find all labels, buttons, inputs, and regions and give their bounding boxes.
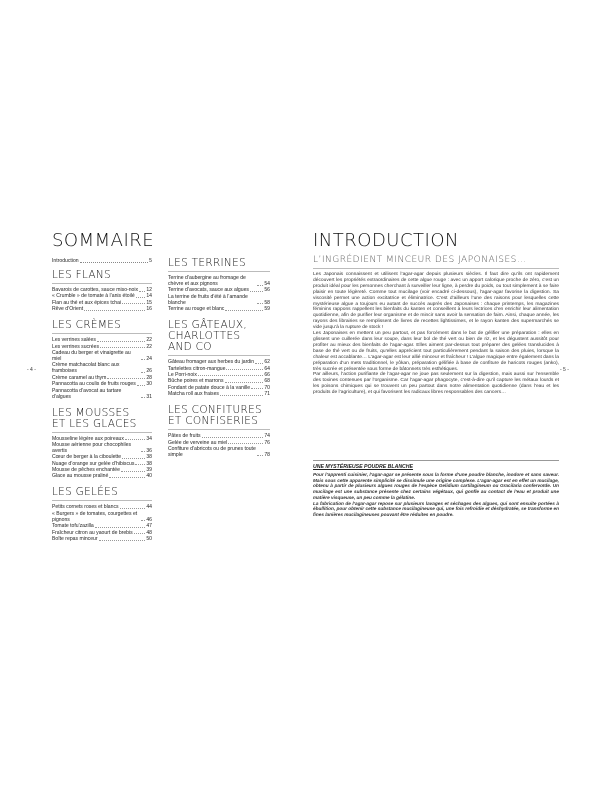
toc-leader-dots [226, 369, 263, 370]
toc-entry-page: 15 [146, 299, 152, 306]
sidebar-box [313, 460, 559, 518]
toc-entry[interactable] [52, 442, 152, 454]
toc-entry-label: « Crumble » de tomate à l’anis étoilé [52, 293, 135, 300]
toc-entry-label: Mousse aérienne pour chocophiles avertis [52, 441, 132, 454]
toc-leader-dots [141, 359, 145, 360]
toc-section-title: LES FLANS [52, 270, 152, 284]
toc-entry-page: 36 [146, 447, 152, 454]
toc-leader-dots [257, 303, 263, 304]
toc-leader-dots [251, 388, 263, 389]
toc-entry-label: Mousse de pêches enchantée [52, 467, 120, 474]
toc-entry[interactable] [168, 306, 270, 312]
toc-entry-label: Glace au mousse praliné [52, 473, 109, 480]
toc-entry[interactable] [52, 504, 152, 510]
toc-entry-label: Les verrines salées [52, 337, 96, 344]
toc-entry-label: Flan au thé et aux épices tchai [52, 299, 122, 306]
toc-sections-left [52, 270, 152, 542]
toc-section [168, 405, 270, 458]
toc-entry-page: 47 [146, 523, 152, 530]
toc-entry-label: Tomate tofu'zazilla [52, 523, 94, 530]
body-paragraph: Par ailleurs, l’action purifiante de l’agar-agar ne joue pas seulement sur la digestion, mais aussi sur l’ensemble des toxines contenues par l’organisme. Car l’agar-agar phagocyte, c’est-à-dire qu’il capture les métaux lourds et les poisons chimiques qui se trouvent un peu partout dans notre alimentation quotidienne (dans l’eau et les produits de l’agriculture), et qui favorisent les radicaux libres responsables des cancers… [313, 372, 559, 396]
introduction-body [313, 272, 559, 396]
toc-leader-dots [202, 437, 264, 438]
introduction-title: INTRODUCTION [313, 230, 459, 251]
toc-entry[interactable] [52, 388, 152, 400]
toc-leader-dots [228, 443, 263, 444]
toc-entry-page: 22 [146, 343, 152, 350]
toc-entry[interactable] [52, 530, 152, 536]
toc-leader-dots [257, 455, 263, 456]
toc-entry-label: Bavarois de carottes, sauce miso-noix [52, 287, 139, 293]
toc-entry-page: 56 [264, 287, 270, 294]
toc-entry-label: Cœur de berger à la ciboulette [52, 454, 122, 461]
toc-leader-dots [225, 382, 264, 383]
toc-leader-dots [95, 527, 146, 528]
toc-leader-dots [225, 310, 263, 311]
toc-entry[interactable] [52, 293, 152, 299]
toc-entry[interactable] [168, 275, 270, 287]
toc-entry-page: 44 [146, 504, 152, 511]
toc-leader-dots [135, 464, 145, 465]
toc-column-right [168, 258, 270, 466]
toc-entry[interactable] [52, 287, 152, 293]
toc-section [52, 270, 152, 312]
toc-entry[interactable] [168, 372, 270, 378]
toc-entry-page: 39 [146, 467, 152, 474]
toc-section [168, 320, 270, 397]
toc-entry[interactable] [52, 337, 152, 343]
toc-leader-dots [122, 458, 145, 459]
toc-leader-dots [141, 372, 145, 373]
toc-entry-page: 66 [264, 371, 270, 378]
toc-entry-label: Rêve d’Orient [52, 306, 84, 313]
toc-entry-page: 30 [146, 381, 152, 388]
toc-leader-dots [255, 363, 263, 364]
body-paragraph: Les Japonais connaissent et utilisent l’agar-agar depuis plusieurs siècles. Il faut dire qu’ils ont rapidement découvert les propriétés extraordinaires de cette algue rouge : avec un apport calorique proche de zéro, c’est un produit idéal pour les personnes cherchant à surveiller leur ligne, à perdre du poids, ou tout simplement à se faire plaisir en toute légèreté. Comme tout mucilage (voir encadré ci-dessous), l’agar-agar favorise la digestion. Sa viscosité permet une action excitatrice et éliminatrice. C’est d’ailleurs l’une des raisons pour lesquelles cette mystérieuse algue a toujours eu autant de succès auprès des Japonaises : chaque printemps, les magazines féminins rappons rappellent les bienfaits du kanten et conseillent à leurs lectrices d’en enrichir leur alimentation quotidienne, afin de purifier leur organisme et de mincir sans avoir la sensation de faim. Ainsi, chaque année, les rayons des librairies se remplissent de livres de recettes lightissimes, et le rayon kanten des supermarchés se vide jusqu’à la rupture de stock ! [313, 272, 559, 331]
toc-entry[interactable] [52, 467, 152, 473]
toc-section-title: LES GELÉES [52, 487, 152, 501]
toc-entry[interactable] [52, 436, 152, 442]
toc-entry-label: La terrine de fruits d’été à l’amande blanche [168, 293, 248, 306]
toc-section-title: LES MOUSSES ET LES GLACES [52, 408, 152, 433]
toc-entry-page: 46 [146, 516, 152, 523]
toc-entry[interactable] [168, 440, 270, 446]
sidebar-paragraph: Pour l’apprenti cuisinier, l’agar-agar se présente sous la forme d’une poudre blanche, inodore et sans saveur. Mais sous cette apparente simplicité se dissimule une origine complexe. L’agar-agar est en effet un mucilage, obtenu à partir de plusieurs algues rouges de l’espèce Gelidium cartilagineum ou Gracilaria confervoïde. Un mucilage est une substance présente chez certains végétaux, qui gonfle au contact de l’eau et produit une matière visqueuse, un peu comme la gélatine. [313, 472, 559, 500]
body-paragraph: Les Japonaises en mettent un peu partout, et pas forcément dans le but de gélifier une préparation : elles en glissent une cuillerée dans leur soupe, dans leur bol de thé vert ou bien de riz, et les dégustent aussitôt pour profiter au mieux des bienfaits de l’agar-agar. Elles aiment par-dessus tout préparer des gelées translucides à base de thé vert ou de fruits, qu’elles apprécient tout particulièrement pendant la saison des pluies, lorsque la chaleur est accablante… L’agar-agar est leur allié minceur et fraîcheur ! L’algue magique entre également dans la préparation d’un mets traditionnel, le yôkan, préparation gélifiée à base de confiture de haricots rouges (anko), très sucrée et présentée sous forme de bâtonnets très esthétiques. [313, 331, 559, 372]
toc-entry-page: 59 [264, 306, 270, 313]
toc-entry[interactable] [52, 461, 152, 467]
toc-leader-dots [136, 297, 146, 298]
toc-entry[interactable] [52, 375, 152, 381]
toc-entry-label: Pâtes de fruits [168, 433, 201, 440]
toc-entry[interactable] [168, 385, 270, 391]
toc-entry-page: 34 [146, 435, 152, 442]
toc-entry[interactable] [52, 362, 152, 374]
toc-leader-dots [121, 471, 145, 472]
toc-section [52, 408, 152, 480]
toc-entry-page: 24 [146, 355, 152, 362]
toc-leader-dots [97, 341, 145, 342]
toc-entry-label: Introduction [52, 258, 79, 264]
toc-entry-label: Crème matchacolat blanc aux framboises [52, 362, 120, 375]
toc-section-title: LES CONFITURES ET CONFISERIES [168, 405, 270, 430]
toc-leader-dots [80, 258, 149, 263]
toc-entry-page: 64 [264, 365, 270, 372]
toc-entry-label: Petits cornets roses et blancs [52, 504, 119, 511]
toc-leader-dots [141, 520, 145, 521]
toc-entry-label: Le Porri-noix [168, 371, 197, 378]
toc-entry-label: Pannacotta au coulis de fruits rouges [52, 381, 136, 388]
toc-entry-label: Fraîcheur citron au yaourt de brebis [52, 529, 133, 536]
toc-entry-page: 26 [146, 368, 152, 375]
toc-entry-page: 50 [146, 536, 152, 543]
toc-entry-label: Gelée de verveine au miel [168, 439, 228, 446]
toc-entry-page: 76 [264, 439, 270, 446]
toc-entry[interactable] [52, 344, 152, 350]
toc-leader-dots [257, 285, 263, 286]
toc-entry[interactable] [52, 350, 152, 362]
toc-entry-page: 48 [146, 529, 152, 536]
toc-leader-dots [137, 385, 146, 386]
toc-entry-label: Terrine au rouge et blanc [168, 306, 225, 313]
toc-entry-label: Fondant de patate douce à la vanille [168, 384, 251, 391]
toc-entry-page: 78 [264, 451, 270, 458]
toc-entry-page: 12 [146, 287, 152, 293]
toc-entry-label: Terrine d’aubergine au fromage de chèvre et aux pignons [168, 275, 246, 287]
toc-entry-page: 38 [146, 460, 152, 467]
toc-entry-label: Matcha roll aux fraises [168, 391, 219, 398]
toc-entry-page: 70 [264, 384, 270, 391]
sidebar-paragraph: La fabrication de l’agar-agar repose sur plusieurs lavages et séchages des algues, qui sont ensuite portées à ébullition, pour obtenir cette substance mucilagineuse qui, une fois refroidie et déshydratée, se transforme en fines lanières mucilagineuses pouvant être réduites en poudre. [313, 500, 559, 517]
toc-entry[interactable] [168, 446, 270, 458]
toc-entry-introduction[interactable] [52, 258, 152, 264]
toc-entry[interactable] [52, 381, 152, 387]
toc-entry[interactable] [52, 454, 152, 460]
toc-entry-page: 62 [264, 359, 270, 366]
toc-entry-label: « Burgers » de tomates, courgettes et pignons [52, 510, 138, 523]
sidebar-body [313, 472, 559, 518]
toc-leader-dots [220, 395, 263, 396]
toc-section [52, 320, 152, 399]
toc-entry[interactable] [52, 306, 152, 312]
toc-leader-dots [120, 508, 146, 509]
toc-entry[interactable] [52, 511, 152, 523]
toc-leader-dots [122, 303, 145, 304]
toc-entry-label: Tartelettes citron-mangue [168, 365, 226, 372]
sidebar-title: UNE MYSTÉRIEUSE POUDRE BLANCHE [313, 464, 414, 470]
toc-entry[interactable] [52, 473, 152, 479]
toc-entry[interactable] [52, 300, 152, 306]
toc-section-title: LES TERRINES [168, 258, 270, 272]
toc-leader-dots [84, 310, 145, 311]
toc-entry-page: 74 [264, 433, 270, 440]
toc-section-title: LES GÂTEAUX, CHARLOTTES AND CO [168, 320, 270, 356]
toc-leader-dots [141, 397, 145, 398]
toc-entry-page: 58 [264, 299, 270, 306]
sommaire-title: SOMMAIRE [52, 230, 155, 251]
toc-section [168, 258, 270, 312]
toc-leader-dots [109, 477, 145, 478]
toc-section-title: LES CRÈMES [52, 320, 152, 334]
page-number-left: - 4 - [27, 367, 36, 373]
toc-entry-label: Crème caramel au thym [52, 374, 107, 381]
toc-entry[interactable] [168, 294, 270, 306]
toc-leader-dots [141, 451, 145, 452]
toc-leader-dots [134, 533, 146, 534]
toc-leader-dots [139, 291, 145, 292]
toc-entry-label: Gâteau fromager aux herbes du jardin [168, 359, 255, 366]
toc-entry-page: 38 [146, 454, 152, 461]
toc-entry-label: Pannacotta d’avocat au tartare d’algues [52, 387, 122, 400]
toc-entry-label: Terrine d’avocats, sauce aux algues [168, 287, 249, 294]
toc-entry-page: 22 [146, 337, 152, 344]
toc-entry-page: 28 [146, 374, 152, 381]
toc-entry[interactable] [168, 391, 270, 397]
toc-entry[interactable] [168, 378, 270, 384]
toc-column-left [52, 258, 152, 550]
toc-entry-label: Les verrines sucrées [52, 343, 99, 350]
toc-entry-page: 5 [149, 258, 152, 264]
toc-entry-label: Bûche poires et marrons [168, 378, 224, 385]
toc-leader-dots [250, 291, 263, 292]
toc-leader-dots [99, 540, 146, 541]
toc-entry-label: Nuage d’orange sur gelée d’hibiscus [52, 460, 135, 467]
toc-entry-page: 68 [264, 378, 270, 385]
toc-entry-label: Cadeau du berger et vinaigrette au miel [52, 349, 131, 362]
toc-leader-dots [107, 378, 145, 379]
toc-entry[interactable] [168, 287, 270, 293]
toc-entry[interactable] [168, 433, 270, 439]
toc-leader-dots [100, 347, 145, 348]
page-number-right: - 5 - [560, 367, 569, 373]
toc-entry-page: 16 [146, 306, 152, 313]
toc-entry-label: Mousseline légère aux poireaux [52, 435, 124, 442]
toc-entry-page: 54 [264, 281, 270, 287]
toc-entry-page: 40 [146, 473, 152, 480]
toc-entry[interactable] [52, 523, 152, 529]
toc-entry-label: Confiture d’abricots ou de prunes toute simple [168, 445, 256, 458]
toc-entry[interactable] [168, 359, 270, 365]
toc-entry-page: 14 [146, 293, 152, 300]
toc-leader-dots [125, 439, 145, 440]
toc-section [52, 487, 152, 542]
toc-leader-dots [198, 375, 263, 376]
introduction-subtitle: L’INGRÉDIENT MINCEUR DES JAPONAISES… [313, 255, 559, 269]
toc-entry-label: Boîte repas minceur [52, 536, 98, 543]
toc-entry-page: 31 [146, 393, 152, 400]
toc-entry[interactable] [52, 536, 152, 542]
toc-entry[interactable] [168, 366, 270, 372]
toc-entry-page: 71 [264, 391, 270, 398]
toc-sections-right [168, 258, 270, 458]
